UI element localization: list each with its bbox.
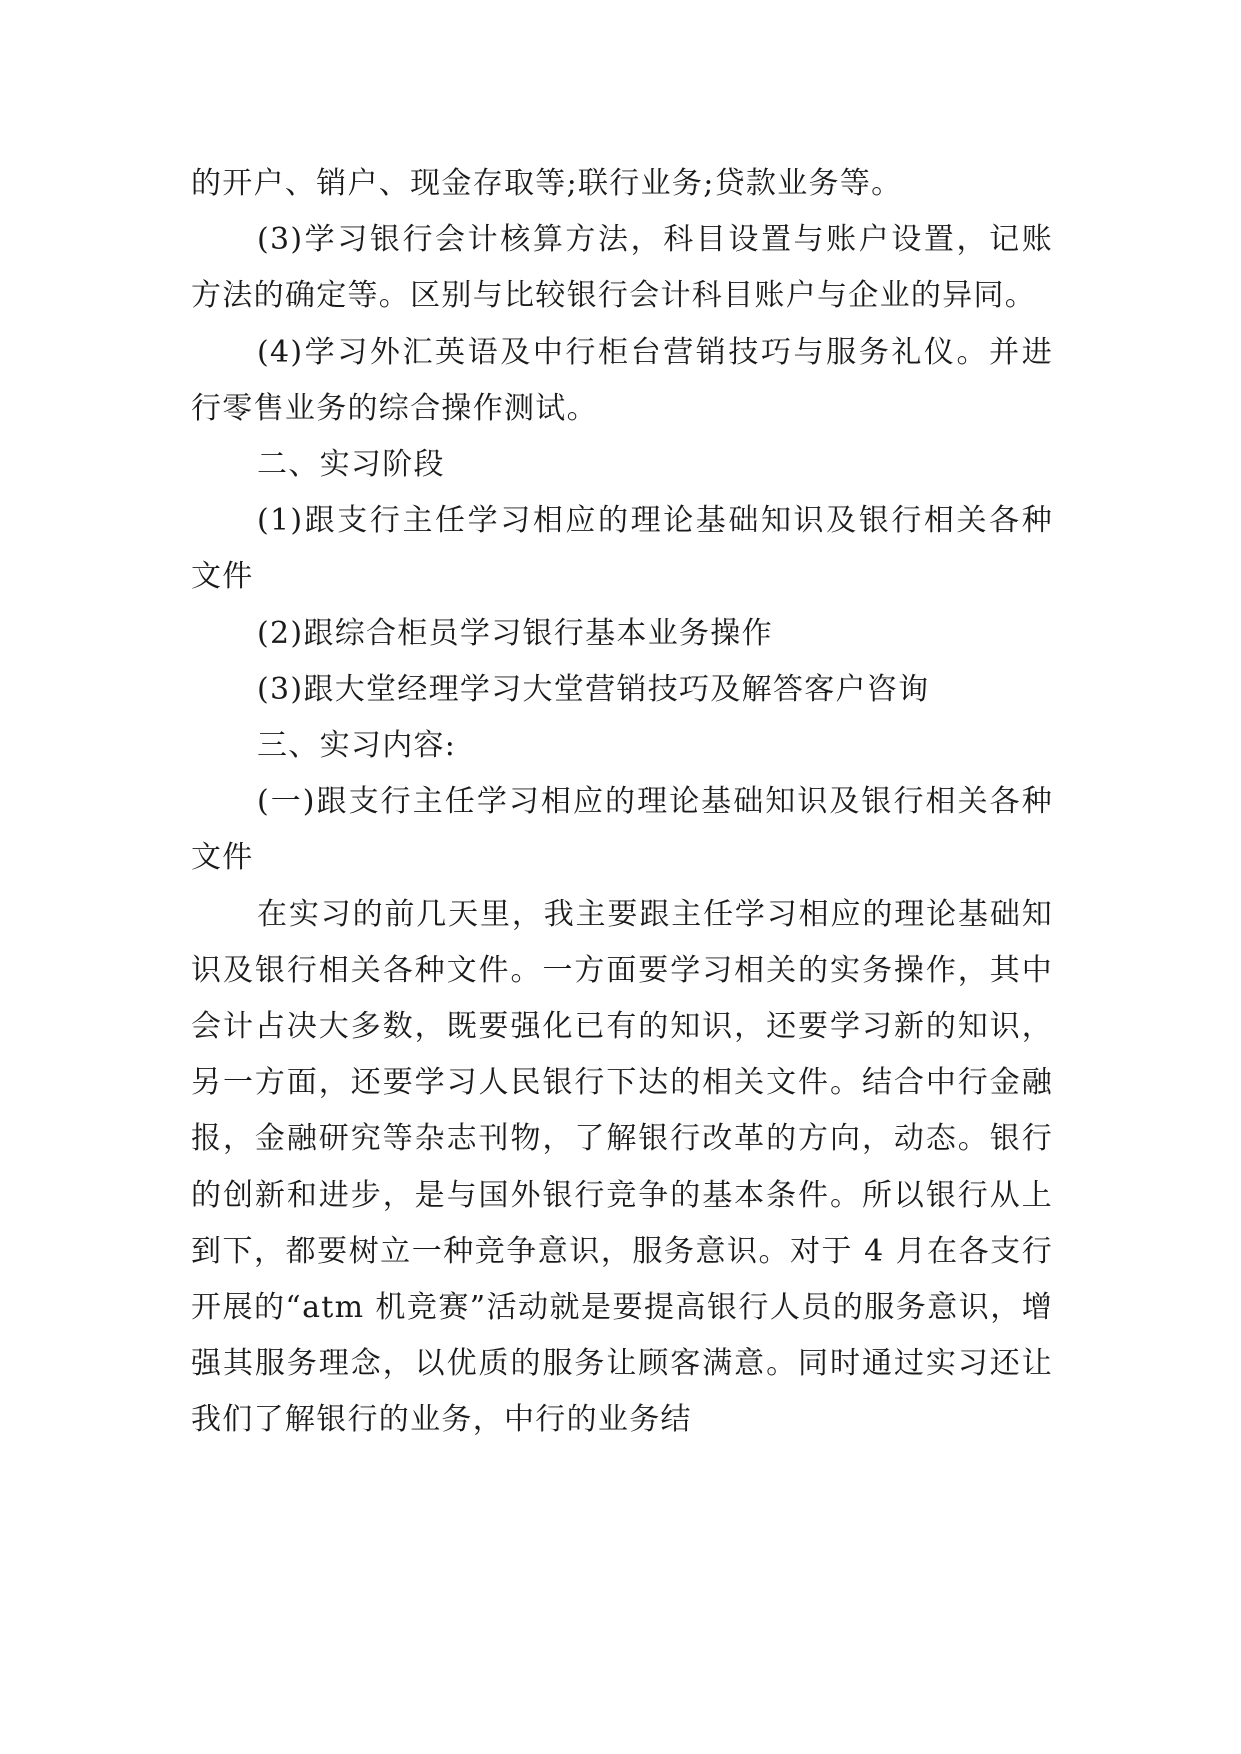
paragraph-6: (2)跟综合柜员学习银行基本业务操作 — [257, 615, 773, 651]
section-heading-content: 三、实习内容: — [257, 728, 457, 764]
paragraph-3: (4)学习外汇英语及中行柜台营销技巧与服务礼仪。并进行零售业务的综合操作测试。 — [191, 334, 1053, 426]
paragraph-10: 在实习的前几天里，我主要跟主任学习相应的理论基础知识及银行相关各种文件。一方面要学习相关的实务操作，其中会计占决大多数，既要强化已有的知识，还要学习新的知识，另一方面，还要学习人民银行下达的相关文件。结合中行金融报，金融研究等杂志刊物，了解银行改革的方向，动态。银行的创新和进步，是与国外银行竞争的基本条件。所以银行从上到下，都要树立一种竞争意识，服务意识。对于 4 月在各支行开展的“atm 机竞赛”活动就是要提高银行人员的服务意识，增强其服务理念，以优质的服务让顾客满意。同时通过实习还让我们了解银行的业务，中行的业务结 — [191, 896, 1053, 1438]
paragraph-2: (3)学习银行会计核算方法，科目设置与账户设置，记账方法的确定等。区别与比较银行会计科目账户与企业的异同。 — [191, 222, 1053, 314]
paragraph-7: (3)跟大堂经理学习大堂营销技巧及解答客户咨询 — [257, 671, 930, 707]
paragraph-9: (一)跟支行主任学习相应的理论基础知识及银行相关各种文件 — [191, 784, 1053, 876]
paragraph-1: 的开户、销户、现金存取等;联行业务;贷款业务等。 — [191, 166, 903, 201]
paragraph-5: (1)跟支行主任学习相应的理论基础知识及银行相关各种文件 — [191, 503, 1053, 595]
document-body — [191, 156, 1053, 1449]
section-heading-stages: 二、实习阶段 — [257, 447, 445, 483]
